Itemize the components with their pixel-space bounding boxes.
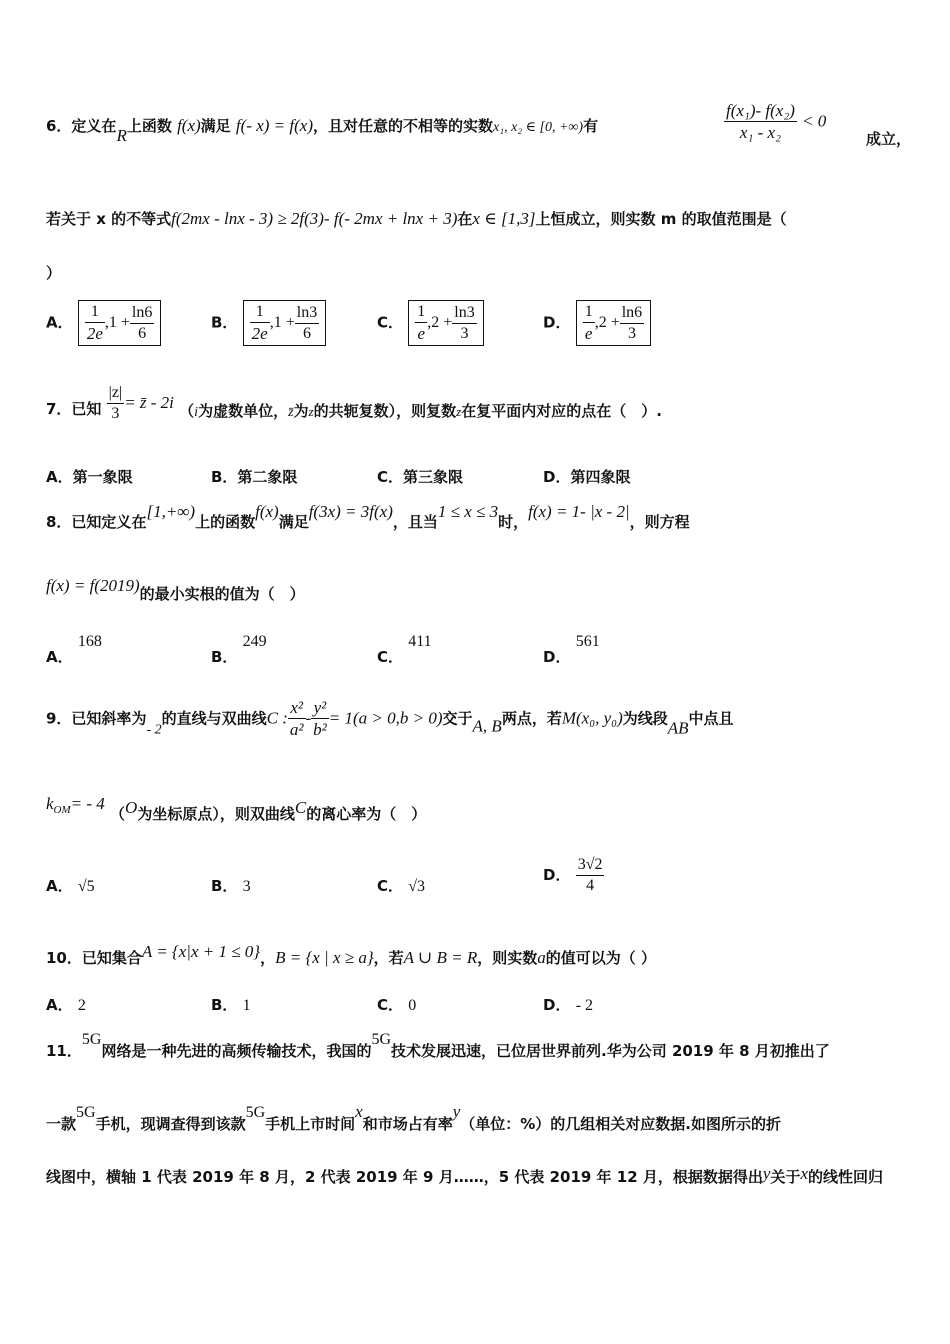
q6-line1: 6．定义在R上函数 f(x)满足 f(- x) = f(x)，且对任意的不相等的实数x₁, x₂ ∈ [0, +∞)有 bbox=[46, 116, 599, 145]
q6-option-d[interactable]: D． $\frac{1}{e}$ ,2 + $\frac{\ln 6}{3}$ bbox=[543, 300, 651, 346]
q8-option-a[interactable]: A． 168 bbox=[46, 633, 102, 666]
q7-option-b[interactable]: B．第二象限 bbox=[211, 468, 298, 486]
q8-line2: f(x) = f(2019)的最小实根的值为（ ） bbox=[46, 576, 305, 603]
q9-option-a[interactable]: A． √5 bbox=[46, 877, 95, 895]
q8-line1: 8．已知定义在[1,+∞)上的函数f(x)满足f(3x) = 3f(x)，且当1 ≤ x ≤ 3时，f(x) = 1- |x - 2|，则方程 bbox=[46, 502, 690, 531]
q8-option-b[interactable]: B． 249 bbox=[211, 633, 267, 666]
q10-option-b[interactable]: B． 1 bbox=[211, 996, 251, 1014]
q8-option-d[interactable]: D． 561 bbox=[543, 633, 600, 666]
q9-option-c[interactable]: C． √3 bbox=[377, 877, 426, 895]
q6-R: R bbox=[116, 126, 127, 145]
q6-line1-end: 成立， bbox=[866, 130, 912, 148]
q6-fraction: $\frac{\text{f(x₁)- f(x₂)}}{\text{x₁ - x₂}}$ < 0 bbox=[726, 101, 827, 143]
q11-line3: 线图中，横轴 1 代表 2019 年 8 月，2 代表 2019 年 9 月……，5 代表 2019 年 12 月，根据数据得出y关于x的线性回归 bbox=[46, 1164, 883, 1186]
q9-line1: 9．已知斜率为- 2的直线与双曲线C : $\frac{\text{x²}}{\text{a²}}$ - $\frac{\text{y²}}{\text{b²}}$ = 1(a > 0,b > 0)交于A, B两点，若M(x₀, y₀)为线段AB中点且 bbox=[46, 698, 734, 740]
q9-option-d[interactable]: D． $\frac{3√2}{4}$ bbox=[543, 856, 603, 894]
q7-line: 7．已知 $\frac{|z|}{3}$ = z̄ - 2i （i为虚数单位，z̄为z的共轭复数），则复数z在复平面内对应的点在（ ）. bbox=[46, 384, 662, 422]
q9-option-b[interactable]: B． 3 bbox=[211, 877, 251, 895]
q10-option-c[interactable]: C． 0 bbox=[377, 996, 417, 1014]
q7-option-a[interactable]: A．第一象限 bbox=[46, 468, 133, 486]
q7-option-c[interactable]: C．第三象限 bbox=[377, 468, 464, 486]
q8-option-c[interactable]: C． 411 bbox=[377, 633, 432, 666]
q9-line2: $k_{OM}= - 4$ （O为坐标原点），则双曲线C的离心率为（ ） bbox=[46, 794, 427, 823]
q11-line2: 一款5G手机，现调查得到该款5G手机上市时间x和市场占有率y（单位：%）的几组相关对应数据.如图所示的折 bbox=[46, 1102, 782, 1133]
q10-option-a[interactable]: A． 2 bbox=[46, 996, 86, 1014]
q6-line3: ） bbox=[46, 264, 62, 282]
q10-line: 10．已知集合A = {x|x + 1 ≤ 0}，B = {x | x ≥ a}，若A ∪ B = R，则实数a的值可以为（ ） bbox=[46, 942, 656, 967]
q6-option-b[interactable]: B． $\frac{1}{2e}$ ,1 + $\frac{\ln 3}{6}$ bbox=[211, 300, 326, 346]
q6-line2: 若关于 x 的不等式f(2mx - lnx - 3) ≥ 2f(3)- f(- 2mx + lnx + 3)在x ∈ [1,3]上恒成立，则实数 m 的取值范围是（ bbox=[46, 209, 787, 228]
q10-option-d[interactable]: D． - 2 bbox=[543, 996, 594, 1014]
q6-option-c[interactable]: C． $\frac{1}{e}$ ,2 + $\frac{\ln 3}{3}$ bbox=[377, 300, 484, 346]
q6-option-a[interactable]: A． $\frac{1}{2e}$ ,1 + $\frac{\ln 6}{6}$ bbox=[46, 300, 161, 346]
q11-line1: 11．5G网络是一种先进的高频传输技术，我国的5G技术发展迅速，已位居世界前列.华为公司 2019 年 8 月初推出了 bbox=[46, 1031, 830, 1060]
q7-option-d[interactable]: D．第四象限 bbox=[543, 468, 631, 486]
